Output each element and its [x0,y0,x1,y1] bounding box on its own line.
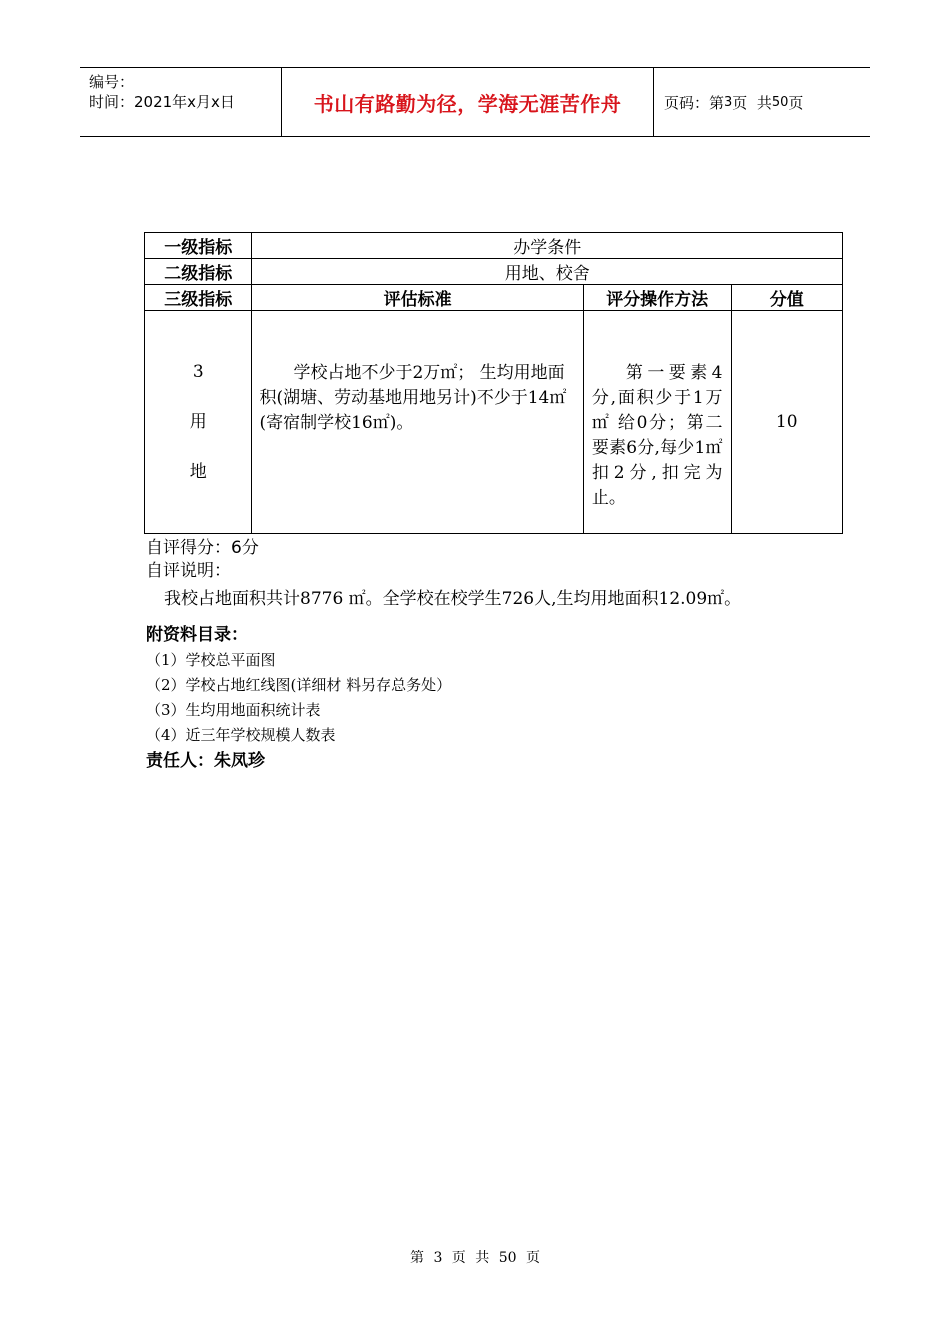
page-footer: 第 3 页 共 50 页 [410,1250,540,1266]
table-row-level3-header [145,285,843,311]
list-item: （4）近三年学校规模人数表 [146,726,336,744]
list-item: （1）学校总平面图 [146,651,276,669]
item-index-number: 3 [192,362,204,382]
item-method [583,311,731,534]
page-total: 50 [771,94,789,110]
self-explain-text: 我校占地面积共计8776 ㎡。全学校在校学生726人,生均用地面积12.09㎡。 [164,589,742,609]
level2-value: 用地、校舍 [252,259,843,285]
level1-label: 一级指标 [145,233,252,259]
item-index [145,311,252,534]
header-meta [80,68,282,136]
table-row-level2 [145,259,843,285]
page-header [80,67,870,137]
column-method-header: 评分操作方法 [583,285,731,311]
list-item: （2）学校占地红线图(详细材 料另存总务处） [146,676,452,694]
list-item: （3）生均用地面积统计表 [146,701,321,719]
header-motto: 书山有路勤为径，学海无涯苦作舟 [282,68,654,136]
table-row-level1 [145,233,843,259]
item-method-text: 第一要素4分,面积少于1万㎡ 给0分；第二要素6分,每少1㎡ 扣2分,扣完为止。 [591,363,723,508]
page-suffix: 页 [788,93,804,112]
item-criteria-text: 学校占地不少于2万㎡； 生均用地面积(湖塘、劳动基地用地另计)不少于14㎡(寄宿制学校16㎡)。 [259,363,567,433]
self-score: 自评得分：6分 [146,538,259,558]
page-prefix: 页码：第 [664,93,725,112]
level3-label: 三级指标 [145,285,252,311]
level2-label: 二级指标 [145,259,252,285]
evaluation-table [144,232,843,534]
column-score-header: 分值 [731,285,843,311]
attachments-title: 附资料目录： [146,625,248,645]
page-mid: 页 共 [732,93,772,112]
document-time: 时间：2021年x月x日 [89,93,235,111]
level1-value: 办学条件 [252,233,843,259]
responsible-person: 责任人：朱凤珍 [146,751,265,771]
self-explain-label: 自评说明： [146,561,231,581]
item-index-char1: 用 [189,412,207,432]
header-page-info [654,68,870,136]
page-current: 3 [724,94,733,110]
document-number-label: 编号： [89,73,135,91]
self-evaluation-section [146,537,846,774]
column-criteria-header: 评估标准 [252,285,583,311]
table-row-item [145,311,843,534]
item-score: 10 [731,311,843,534]
item-index-char2: 地 [189,462,207,482]
item-criteria [252,311,583,534]
